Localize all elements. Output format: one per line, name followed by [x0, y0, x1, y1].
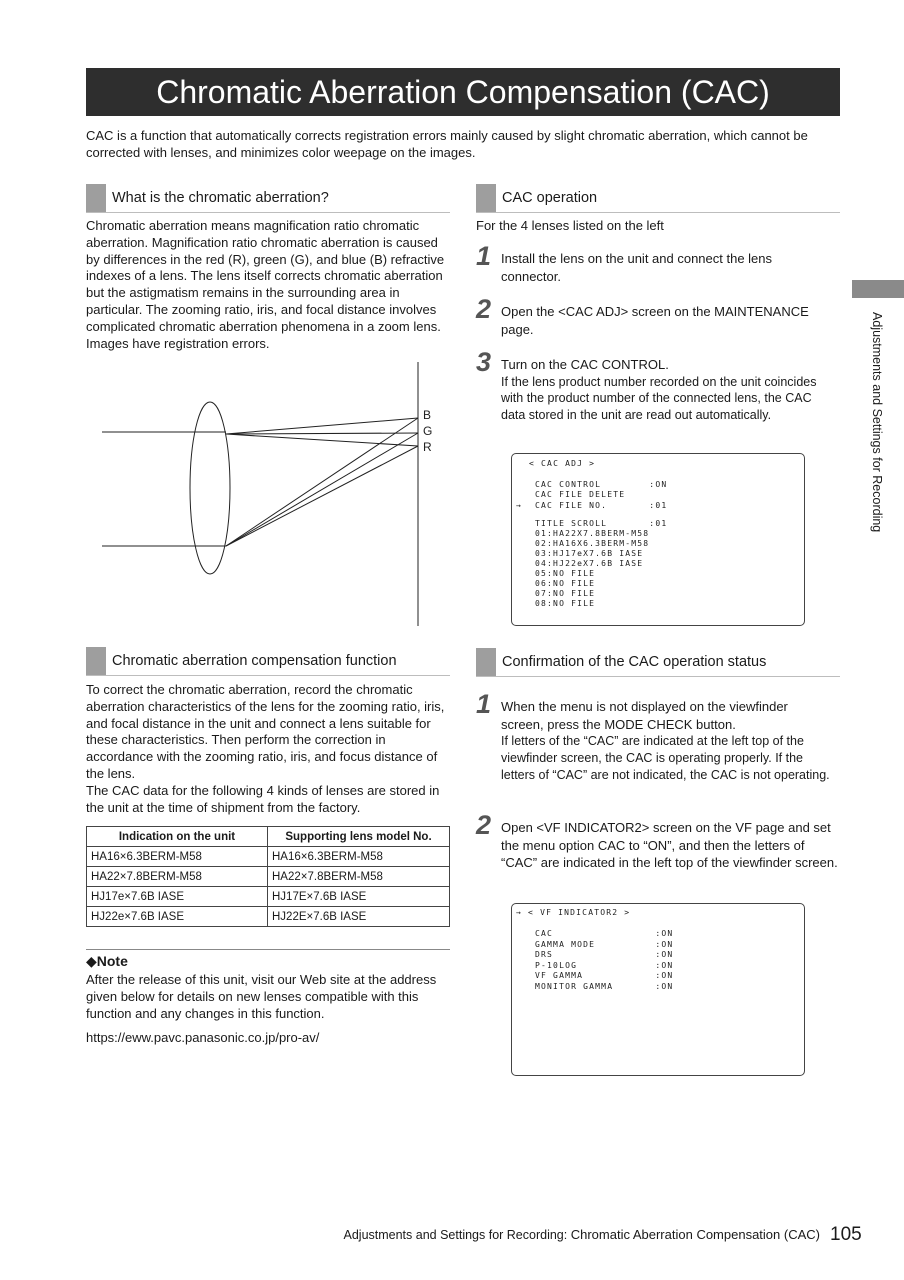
- section-marker: [86, 647, 106, 675]
- footer-title: Chromatic Aberration Compensation (CAC): [570, 1227, 820, 1242]
- screen-line: 06:NO FILE: [535, 579, 596, 588]
- compensation-paragraph-1: To correct the chromatic aberration, record the chromatic aberration characteristics of the lens for the zooming ratio, iris, and focal distance in the unit and connect a lens suitable for these characteristics. Then perform the correction in accordance with the zooming ratio, iris, and focus distance of the lens.: [86, 682, 445, 781]
- table-row: [87, 907, 450, 927]
- cursor-arrow: →: [516, 501, 523, 510]
- screen-title: < CAC ADJ >: [529, 459, 596, 468]
- table-cell: HA16×6.3BERM-M58: [87, 847, 268, 867]
- page-title: Chromatic Aberration Compensation (CAC): [86, 68, 840, 116]
- what-is-body: Chromatic aberration means magnification ratio chromatic aberration. Magnification ratio chromatic aberration is caused by differences in the red (R), green (G), and blue (B) refractive indexes of a lens. The lens itself corrects chromatic aberration but the astigmatism remains in the surrounding area in particular. The zooming ratio, iris, and focal distance involves complicated chromatic aberration phenomena in a zoom lens. Images have registration errors.: [86, 218, 445, 351]
- screen-line: CAC CONTROL :ON: [535, 480, 668, 489]
- table-row: [87, 847, 450, 867]
- table-row: [87, 887, 450, 907]
- table-cell: HA16×6.3BERM-M58: [268, 847, 450, 867]
- lens-table: [86, 826, 450, 927]
- screen-line: 08:NO FILE: [535, 599, 596, 608]
- step-number: 3: [476, 347, 492, 377]
- section-marker: [476, 648, 496, 676]
- step-text: Open the <CAC ADJ> screen on the MAINTENANCE page.: [501, 304, 809, 337]
- step-text: [501, 356, 837, 424]
- table-cell: HJ22E×7.6B IASE: [268, 907, 450, 927]
- section-heading: CAC operation: [502, 190, 598, 206]
- section-marker: [476, 184, 496, 212]
- table-cell: HA22×7.8BERM-M58: [87, 867, 268, 887]
- screen-line: CAC :ON: [535, 929, 674, 938]
- table-cell: HJ17E×7.6B IASE: [268, 887, 450, 907]
- screen-title: → < VF INDICATOR2 >: [516, 908, 631, 917]
- note-url-link[interactable]: https://eww.pavc.panasonic.co.jp/pro-av/: [86, 1030, 320, 1045]
- screen-line: GAMMA MODE :ON: [535, 939, 674, 949]
- screen-line: 05:NO FILE: [535, 569, 596, 578]
- step-number: 1: [476, 689, 492, 719]
- screen-line: TITLE SCROLL :01: [535, 519, 668, 528]
- side-tab-marker: [852, 280, 904, 298]
- label-r: R: [423, 440, 432, 454]
- cac-adj-screen: [511, 453, 805, 626]
- column-header: Indication on the unit: [87, 827, 268, 847]
- step-sub: If letters of the “CAC” are indicated at the left top of the viewfinder screen, the CAC is operating properly. If the letters of “CAC” are not indicated, the CAC is not operating.: [501, 734, 830, 782]
- vf-indicator2-screen: [511, 903, 805, 1076]
- section-header-cac-operation: [476, 184, 840, 213]
- section-header-compensation: [86, 647, 450, 676]
- step-text: [501, 698, 837, 783]
- section-heading: Confirmation of the CAC operation status: [502, 654, 767, 670]
- section-heading: What is the chromatic aberration?: [112, 190, 329, 206]
- screen-line: VF GAMMA :ON: [535, 971, 674, 980]
- section-header-confirmation: [476, 648, 840, 677]
- page-number: 105: [830, 1224, 862, 1245]
- side-tab-label: Adjustments and Settings for Recording: [870, 312, 884, 533]
- label-b: B: [423, 408, 432, 422]
- section-header-what-is: [86, 184, 450, 213]
- step-number: 2: [476, 810, 492, 840]
- screen-line: CAC FILE NO. :01: [535, 501, 668, 510]
- lens-diagram-lines: [102, 362, 418, 626]
- screen-line: DRS :ON: [535, 950, 674, 959]
- lens-ellipse: [190, 402, 230, 574]
- step-number: 2: [476, 294, 492, 324]
- step-text: Open <VF INDICATOR2> screen on the VF page and set the menu option CAC to “ON”, and then the letters of “CAC” are indicated in the left top of the viewfinder screen.: [501, 820, 838, 870]
- section-marker: [86, 184, 106, 212]
- table-cell: HJ17e×7.6B IASE: [87, 887, 268, 907]
- step-text: Install the lens on the unit and connect the lens connector.: [501, 251, 773, 284]
- compensation-body: [86, 682, 452, 816]
- footer: [300, 1227, 820, 1242]
- lens-diagram: [86, 358, 450, 630]
- section-heading: Chromatic aberration compensation function: [112, 653, 397, 669]
- screen-line: 02:HA16X6.3BERM-M58: [535, 539, 650, 548]
- table-header-row: [87, 827, 450, 847]
- screen-line: CAC FILE DELETE: [535, 490, 626, 499]
- screen-line: 01:HA22X7.8BERM-M58: [535, 529, 650, 538]
- step-main: Turn on the CAC CONTROL.: [501, 357, 669, 372]
- screen-line: 03:HJ17eX7.6B IASE: [535, 549, 644, 558]
- note-heading: ◆Note: [86, 953, 128, 969]
- table-row: [87, 867, 450, 887]
- screen-line: MONITOR GAMMA :ON: [535, 981, 674, 991]
- footer-section: Adjustments and Settings for Recording:: [343, 1228, 568, 1242]
- note-body: After the release of this unit, visit our Web site at the address given below for details on new lenses compatible with this function and any changes in this function.: [86, 972, 437, 1021]
- label-g: G: [423, 424, 433, 438]
- intro-text: CAC is a function that automatically corrects registration errors mainly caused by slight chromatic aberration, which cannot be corrected with lenses, and minimizes color weepage on the images.: [86, 128, 808, 160]
- screen-line: P-10LOG :ON: [535, 960, 674, 970]
- step-number: 1: [476, 241, 492, 271]
- compensation-paragraph-2: The CAC data for the following 4 kinds of lenses are stored in the unit at the time of shipment from the factory.: [86, 782, 440, 815]
- note-divider: [86, 949, 450, 950]
- table-cell: HA22×7.8BERM-M58: [268, 867, 450, 887]
- step-sub: If the lens product number recorded on the unit coincides with the product number of the connected lens, the CAC data stored in the unit are read out automatically.: [501, 374, 817, 423]
- cac-operation-intro: For the 4 lenses listed on the left: [476, 218, 664, 233]
- step-main: When the menu is not displayed on the viewfinder screen, press the MODE CHECK button.: [501, 699, 788, 732]
- screen-line: 04:HJ22eX7.6B IASE: [535, 559, 644, 568]
- screen-line: 07:NO FILE: [535, 589, 596, 598]
- table-cell: HJ22e×7.6B IASE: [87, 907, 268, 927]
- column-header: Supporting lens model No.: [268, 827, 450, 847]
